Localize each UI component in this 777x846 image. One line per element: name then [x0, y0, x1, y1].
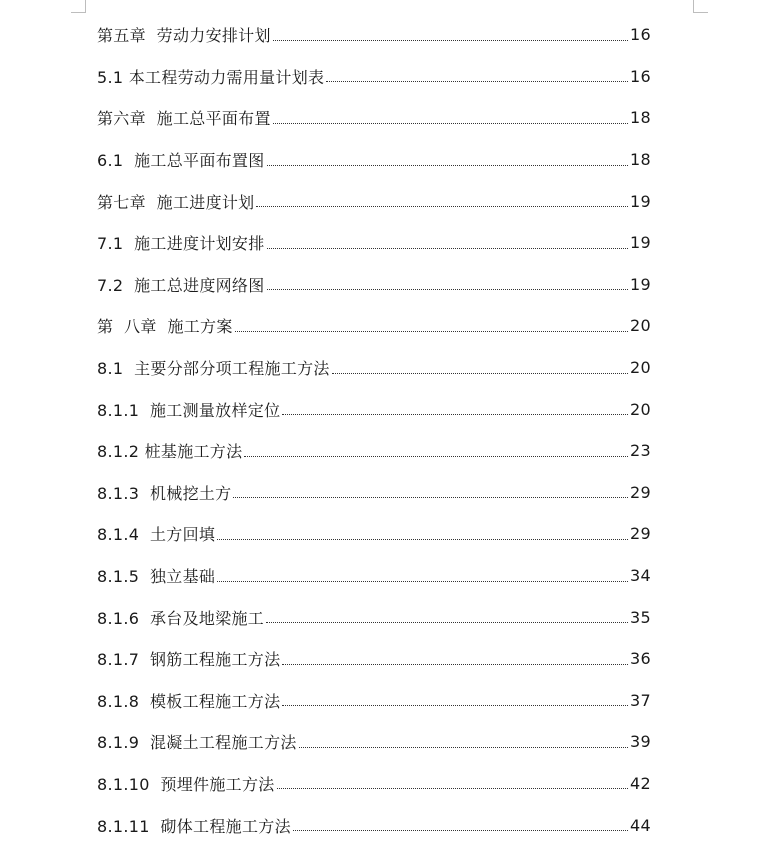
toc-entry-title: 8.1.11 砌体工程施工方法	[97, 816, 291, 836]
toc-entry-title: 8.1.1 施工测量放样定位	[97, 400, 281, 420]
toc-dot-leader	[256, 205, 628, 207]
toc-entry[interactable]	[97, 555, 651, 597]
toc-entry-page: 29	[630, 482, 651, 502]
toc-entry-title: 8.1.5 独立基础	[97, 567, 216, 587]
toc-entry-title: 第 八章 施工方案	[97, 317, 233, 337]
toc-entry-title: 第五章 劳动力安排计划	[97, 26, 271, 46]
toc-dot-leader	[267, 247, 629, 249]
toc-entry-title: 8.1.10 预埋件施工方法	[97, 774, 275, 794]
toc-entry-page: 19	[630, 233, 651, 253]
toc-entry-page: 18	[630, 108, 651, 128]
toc-entry[interactable]	[97, 472, 651, 514]
toc-entry-title: 8.1.9 混凝土工程施工方法	[97, 733, 297, 753]
toc-entry[interactable]	[97, 430, 651, 472]
toc-dot-leader	[233, 496, 628, 498]
toc-dot-leader	[282, 413, 628, 415]
toc-dot-leader	[282, 663, 628, 665]
toc-entry-page: 44	[630, 815, 651, 835]
toc-entry-page: 39	[630, 732, 651, 752]
toc-entry-page: 20	[630, 399, 651, 419]
toc-entry[interactable]	[97, 97, 651, 139]
toc-entry-page: 34	[630, 566, 651, 586]
toc-entry-title: 8.1.3 机械挖土方	[97, 483, 232, 503]
toc-entry[interactable]	[97, 513, 651, 555]
toc-entry-page: 23	[630, 441, 651, 461]
toc-entry-title: 第七章 施工进度计划	[97, 192, 255, 212]
toc-entry-page: 35	[630, 607, 651, 627]
toc-entry[interactable]	[97, 180, 651, 222]
toc-dot-leader	[273, 122, 628, 124]
toc-dot-leader	[332, 372, 628, 374]
toc-entry-title: 8.1.7 钢筋工程施工方法	[97, 650, 281, 670]
toc-entry-page: 20	[630, 358, 651, 378]
toc-dot-leader	[282, 704, 628, 706]
toc-entry-title: 7.2 施工总进度网络图	[97, 275, 265, 295]
toc-entry-page: 16	[630, 25, 651, 45]
toc-entry[interactable]	[97, 596, 651, 638]
toc-dot-leader	[277, 787, 628, 789]
margin-mark-top-right	[693, 0, 708, 13]
toc-dot-leader	[235, 330, 628, 332]
toc-entry-page: 16	[630, 66, 651, 86]
toc-dot-leader	[267, 288, 629, 290]
toc-entry[interactable]	[97, 680, 651, 722]
toc-entry[interactable]	[97, 56, 651, 98]
toc-entry[interactable]	[97, 388, 651, 430]
toc-entry-page: 18	[630, 150, 651, 170]
toc-entry[interactable]	[97, 804, 651, 846]
toc-entry[interactable]	[97, 139, 651, 181]
toc-dot-leader	[293, 829, 628, 831]
toc-entry-title: 6.1 施工总平面布置图	[97, 151, 265, 171]
toc-entry-title: 5.1 本工程劳动力需用量计划表	[97, 67, 325, 87]
toc-dot-leader	[267, 164, 629, 166]
toc-entry[interactable]	[97, 222, 651, 264]
toc-entry[interactable]	[97, 14, 651, 56]
toc-entry-title: 8.1.8 模板工程施工方法	[97, 691, 281, 711]
toc-entry[interactable]	[97, 638, 651, 680]
toc-entry-title: 8.1.6 承台及地梁施工	[97, 608, 265, 628]
toc-dot-leader	[326, 80, 628, 82]
table-of-contents	[97, 14, 651, 846]
toc-entry[interactable]	[97, 721, 651, 763]
toc-entry-title: 第六章 施工总平面布置	[97, 109, 271, 129]
toc-entry-page: 36	[630, 649, 651, 669]
toc-entry-page: 42	[630, 773, 651, 793]
toc-entry[interactable]	[97, 305, 651, 347]
toc-entry-page: 19	[630, 191, 651, 211]
toc-entry[interactable]	[97, 264, 651, 306]
toc-entry[interactable]	[97, 347, 651, 389]
toc-entry[interactable]	[97, 763, 651, 805]
toc-entry-page: 19	[630, 274, 651, 294]
margin-mark-top-left	[71, 0, 86, 13]
toc-entry-page: 37	[630, 690, 651, 710]
toc-entry-title: 8.1 主要分部分项工程施工方法	[97, 359, 330, 379]
toc-entry-title: 8.1.2 桩基施工方法	[97, 442, 243, 462]
toc-dot-leader	[217, 580, 628, 582]
toc-dot-leader	[217, 538, 628, 540]
toc-dot-leader	[299, 746, 628, 748]
toc-entry-page: 20	[630, 316, 651, 336]
toc-dot-leader	[244, 455, 628, 457]
toc-entry-page: 29	[630, 524, 651, 544]
toc-entry-title: 7.1 施工进度计划安排	[97, 234, 265, 254]
toc-dot-leader	[266, 621, 628, 623]
toc-dot-leader	[273, 39, 628, 41]
toc-entry-title: 8.1.4 土方回填	[97, 525, 216, 545]
